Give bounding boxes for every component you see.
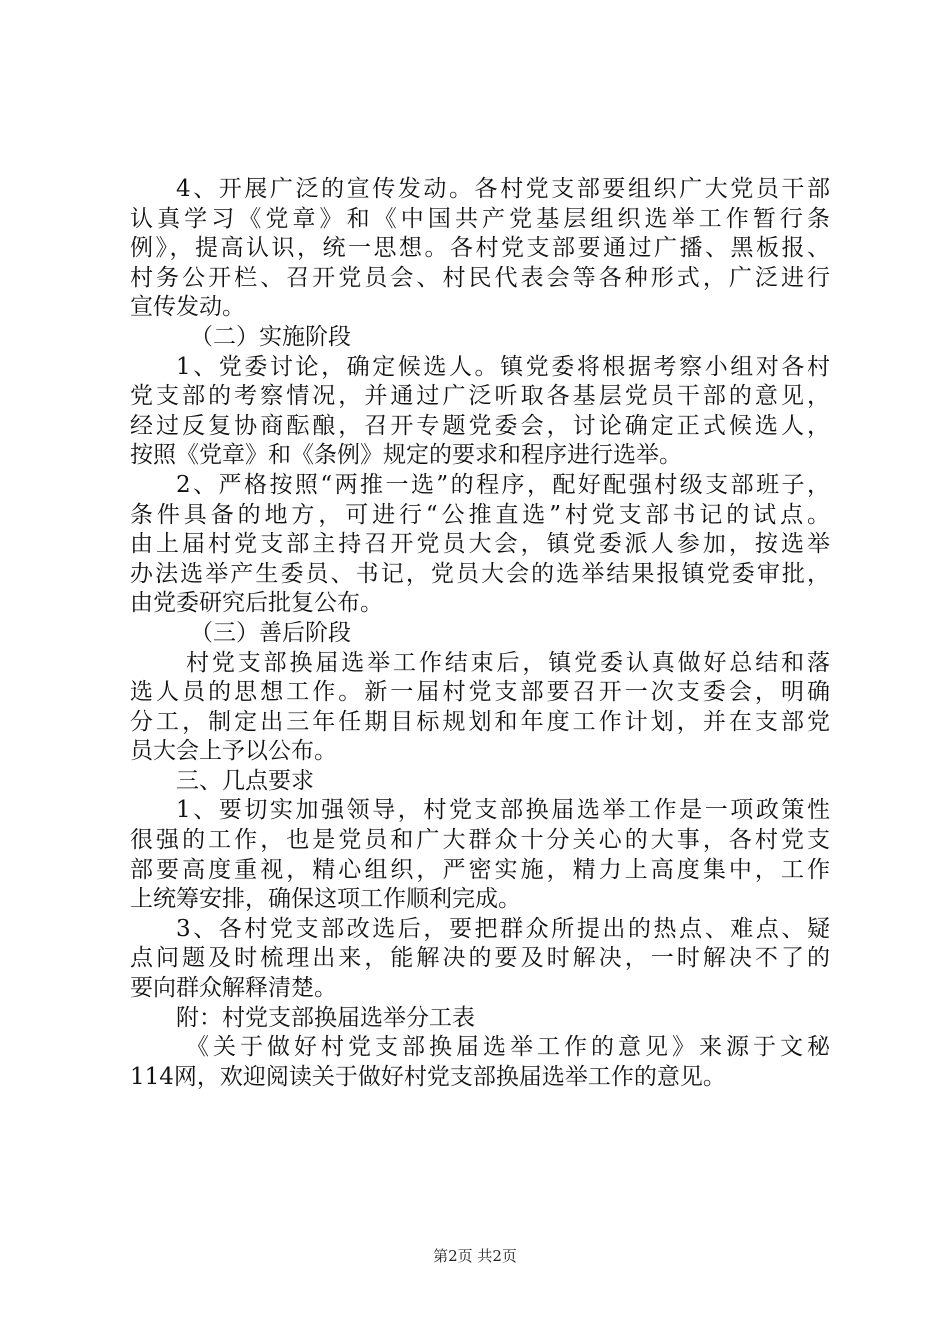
- text-line: 分工，制定出三年任期目标规划和年度工作计划，并在支部党: [130, 708, 830, 735]
- text-line: 例》，提高认识，统一思想。各村党支部要通过广播、黑板报、: [130, 235, 830, 262]
- text-line: 部要高度重视，精心组织，严密实施，精力上高度集中，工作: [130, 856, 830, 883]
- text-line: 1、党委讨论，确定候选人。镇党委将根据考察小组对各村: [176, 353, 830, 380]
- text-line: 按照《党章》和《条例》规定的要求和程序进行选举。: [130, 442, 682, 469]
- section-heading: （二）实施阶段: [190, 323, 351, 350]
- text-line: 点问题及时梳理出来，能解决的要及时解决，一时解决不了的: [130, 945, 830, 972]
- text-line: 上统筹安排，确保这项工作顺利完成。: [130, 886, 521, 913]
- text-line: 114网，欢迎阅读关于做好村党支部换届选举工作的意见。: [130, 1063, 726, 1090]
- text-line: 办法选举产生委员、书记，党员大会的选举结果报镇党委审批，: [130, 560, 830, 587]
- text-line: 《关于做好村党支部换届选举工作的意见》来源于文秘: [186, 1034, 830, 1061]
- document-body: [130, 175, 830, 1092]
- text-line: 选人员的思想工作。新一届村党支部要召开一次支委会，明确: [130, 679, 830, 706]
- text-line: 村党支部换届选举工作结束后，镇党委认真做好总结和落: [186, 649, 830, 676]
- text-line: 宣传发动。: [130, 294, 245, 321]
- text-line: 4、开展广泛的宣传发动。各村党支部要组织广大党员干部: [176, 176, 830, 202]
- appendix-line: 附：村党支部换届选举分工表: [176, 1004, 475, 1031]
- section-heading: （三）善后阶段: [190, 619, 351, 646]
- section-heading: 三、几点要求: [176, 767, 314, 794]
- text-line: 1、要切实加强领导，村党支部换届选举工作是一项政策性: [176, 797, 830, 824]
- text-line: 党支部的考察情况，并通过广泛听取各基层党员干部的意见，: [130, 383, 830, 410]
- text-line: 条件具备的地方，可进行“公推直选”村党支部书记的试点。: [130, 501, 830, 528]
- text-line: 要向群众解释清楚。: [130, 975, 337, 1002]
- text-line: 2、严格按照“两推一选”的程序，配好配强村级支部班子，: [176, 471, 830, 498]
- text-line: 认真学习《党章》和《中国共产党基层组织选举工作暂行条: [130, 205, 830, 232]
- text-line: 员大会上予以公布。: [130, 738, 337, 765]
- text-line: 村务公开栏、召开党员会、村民代表会等各种形式，广泛进行: [130, 264, 830, 291]
- text-line: 经过反复协商酝酿，召开专题党委会，讨论确定正式候选人，: [130, 412, 830, 439]
- page-number: 第2页 共2页: [433, 1247, 517, 1265]
- text-line: 3、各村党支部改选后，要把群众所提出的热点、难点、疑: [176, 915, 830, 942]
- text-line: 由上届村党支部主持召开党员大会，镇党委派人参加，按选举: [130, 531, 830, 558]
- text-line: 由党委研究后批复公布。: [130, 590, 383, 617]
- text-line: 很强的工作，也是党员和广大群众十分关心的大事，各村党支: [130, 827, 830, 854]
